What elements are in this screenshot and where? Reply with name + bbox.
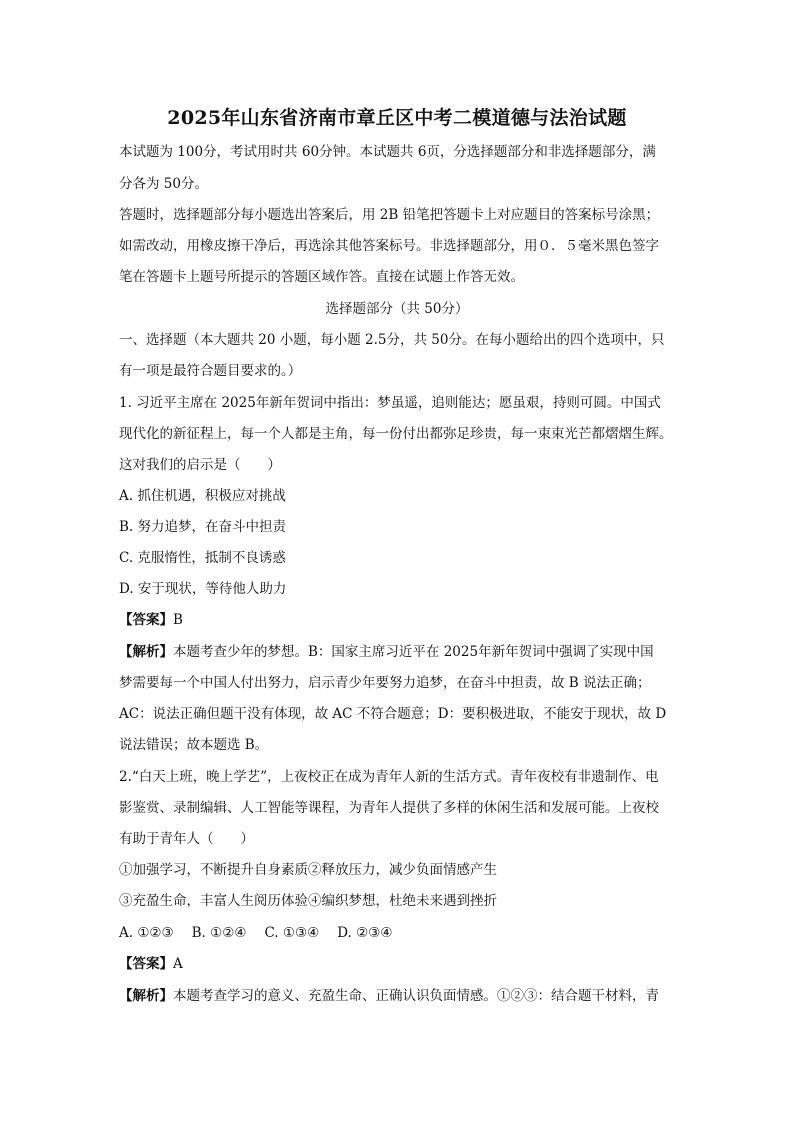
- instruction-line: 笔在答题卡上题号所提示的答题区域作答。直接在试题上作答无效。: [119, 269, 524, 285]
- question-2-option-d: D. ②③④: [337, 925, 393, 941]
- question-2-option-b: B. ①②④: [191, 925, 247, 941]
- part-intro-line: 有一项是最符合题目要求的。）: [119, 363, 302, 379]
- section-title: 选择题部分（共 50分）: [325, 301, 469, 317]
- question-2-stem: 有助于青年人（ ）: [119, 831, 254, 847]
- instruction-line: 分各为 50分。: [119, 176, 208, 192]
- question-2-option-a: A. ①②③: [119, 925, 174, 941]
- question-1-option-d: D. 安于现状，等待他人助力: [119, 581, 287, 597]
- analysis-label: 【解析】: [119, 988, 173, 1004]
- question-1-analysis-line: 梦需要每一个中国人付出努力，启示青少年要努力追梦，在奋斗中担责，故 B 说法正确；: [119, 675, 651, 691]
- question-1-analysis: [119, 642, 654, 662]
- answer-label: 【答案】: [119, 612, 173, 628]
- question-1-answer: [119, 610, 183, 630]
- question-1-option-c: C. 克服惰性，抵制不良诱惑: [119, 550, 286, 566]
- question-1-stem: 现代化的新征程上，每一个人都是主角，每一份付出都弥足珍贵，每一束束光芒都熠熠生辉。: [119, 426, 673, 442]
- page-title: 2025年山东省济南市章丘区中考二模道德与法治试题: [167, 107, 627, 129]
- question-2-statement: ③充盈生命，丰富人生阅历体验④编织梦想，杜绝未来遇到挫折: [119, 893, 497, 909]
- question-2-option-c: C. ①③④: [264, 925, 320, 941]
- analysis-label: 【解析】: [119, 644, 173, 660]
- question-2-stem: 2.“白天上班，晚上学艺”，上夜校正在成为青年人新的生活方式。青年夜校有非遗制作、电: [119, 769, 659, 785]
- instruction-line: 本试题为 100分，考试用时共 60分钟。本试题共 6页，分选择题部分和非选择题部分，满: [119, 144, 656, 160]
- answer-value: A: [173, 956, 183, 972]
- question-1-option-a: A. 抓住机遇，积极应对挑战: [119, 488, 286, 504]
- analysis-text: 本题考查学习的意义、充盈生命、正确认识负面情感。①②③：结合题干材料，青: [173, 988, 659, 1004]
- question-1-option-b: B. 努力追梦，在奋斗中担责: [119, 519, 287, 535]
- part-intro-line: 一、选择题（本大题共 20 小题，每小题 2.5分，共 50分。在每小题给出的四个选项中，只: [119, 332, 665, 348]
- answer-label: 【答案】: [119, 956, 173, 972]
- question-2-stem: 影鉴赏、录制编辑、人工智能等课程，为青年人提供了多样的休闲生活和发展可能。上夜校: [119, 800, 659, 816]
- question-2-options: [119, 923, 392, 943]
- question-1-stem: 这对我们的启示是（ ）: [119, 457, 281, 473]
- question-1-analysis-line: 说法错误；故本题选 B。: [119, 737, 269, 753]
- instruction-line: 答题时，选择题部分每小题选出答案后，用 2B 铅笔把答题卡上对应题目的答案标号涂黑；: [119, 207, 660, 223]
- analysis-text: 本题考查少年的梦想。B：国家主席习近平在 2025年新年贺词中强调了实现中国: [173, 644, 654, 660]
- question-1-analysis-line: AC：说法正确但题干没有体现，故 AC 不符合题意；D：要积极进取，不能安于现状，故 D: [119, 706, 667, 722]
- question-2-statement: ①加强学习，不断提升自身素质②释放压力，减少负面情感产生: [119, 862, 497, 878]
- instruction-line: 如需改动，用橡皮擦干净后，再选涂其他答案标号。非选择题部分，用０．５毫米黑色签字: [119, 238, 659, 254]
- question-2-analysis: [119, 986, 659, 1006]
- answer-value: B: [173, 612, 183, 628]
- question-1-stem: 1. 习近平主席在 2025年新年贺词中指出：梦虽遥，追则能达；愿虽艰，持则可圆。中国式: [119, 395, 661, 411]
- question-2-answer: [119, 954, 183, 974]
